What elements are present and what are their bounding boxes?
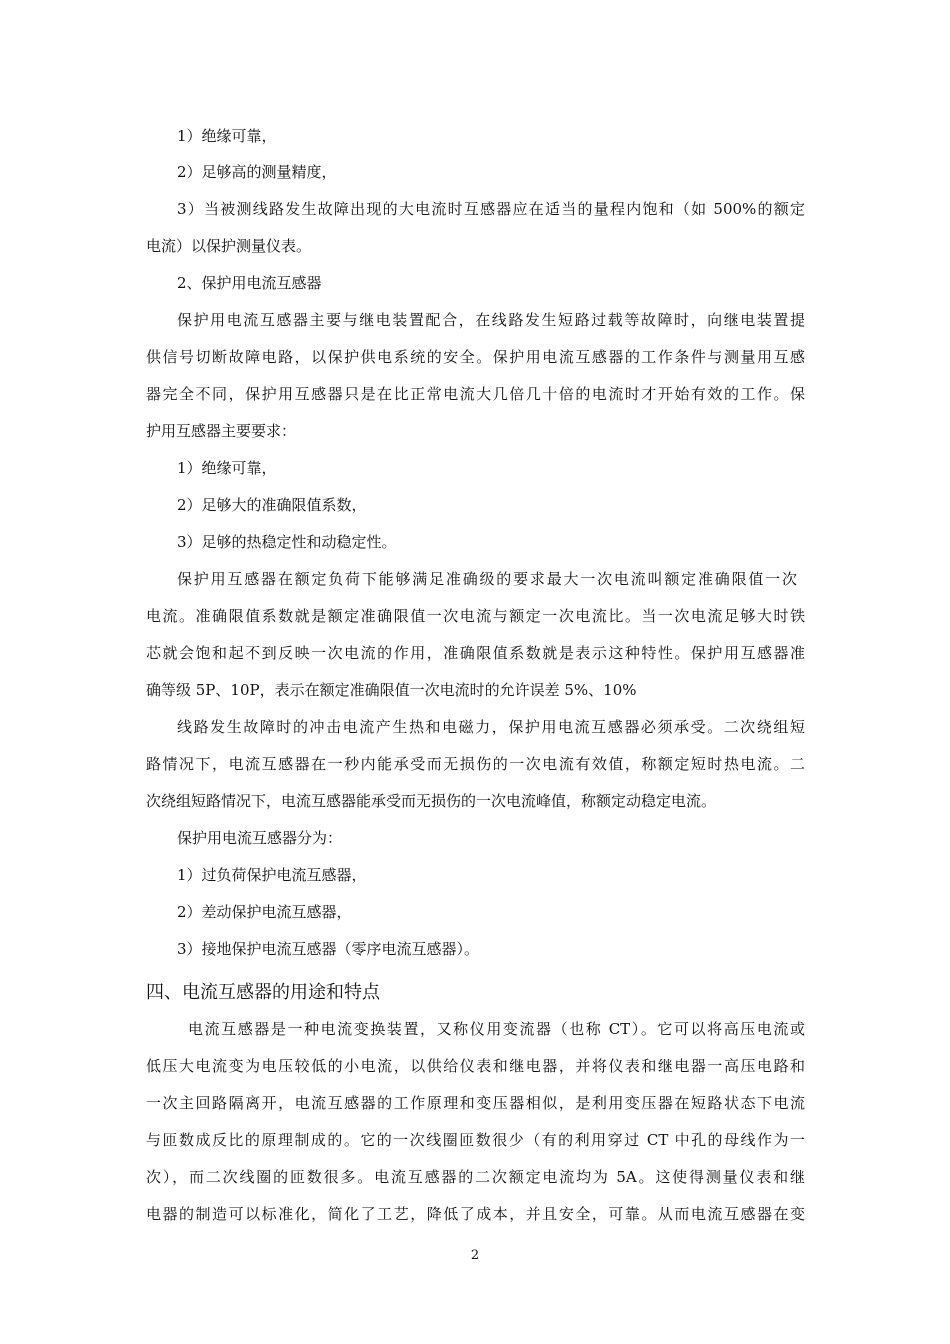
section-subheading: 2、保护用电流互感器 bbox=[177, 274, 322, 292]
list-item: 3）接地保护电流互感器（零序电流互感器）。 bbox=[177, 940, 480, 958]
paragraph-line: 电流互感器是一种电流变换装置，又称仪用变流器（也称 CT）。它可以将高压电流或 bbox=[188, 1020, 805, 1038]
paragraph-line: 次绕组短路情况下，电流互感器能承受而无损伤的一次电流峰值，称额定动稳定电流。 bbox=[146, 792, 717, 810]
paragraph-line: 3）当被测线路发生故障出现的大电流时互感器应在适当的量程内饱和（如 500%的额定 bbox=[177, 200, 805, 218]
list-item: 1）绝缘可靠， bbox=[177, 459, 277, 477]
paragraph-line: 保护用电流互感器主要与继电装置配合，在线路发生短路过载等故障时，向继电装置提 bbox=[177, 311, 805, 329]
paragraph-line: 与匝数成反比的原理制成的。它的一次线圈匝数很少（有的利用穿过 CT 中孔的母线作为一 bbox=[146, 1131, 805, 1149]
paragraph-line: 电流）以保护测量仪表。 bbox=[146, 237, 312, 255]
page-number: 2 bbox=[470, 1248, 480, 1263]
paragraph-line: 路情况下，电流互感器在一秒内能承受而无损伤的一次电流有效值，称额定短时热电流。二 bbox=[146, 755, 805, 773]
paragraph-line: 线路发生故障时的冲击电流产生热和电磁力，保护用电流互感器必须承受。二次绕组短 bbox=[177, 718, 805, 736]
list-item: 2）差动保护电流互感器， bbox=[177, 903, 352, 921]
list-item: 2）足够高的测量精度， bbox=[177, 163, 337, 181]
paragraph-line: 护用互感器主要要求： bbox=[146, 422, 297, 440]
list-item: 3）足够的热稳定性和动稳定性。 bbox=[177, 533, 397, 551]
paragraph-line: 次），而二次线圈的匝数很多。电流互感器的二次额定电流均为 5A。这使得测量仪表和继 bbox=[146, 1168, 805, 1186]
list-item: 1）绝缘可靠， bbox=[177, 127, 277, 145]
paragraph-line: 器完全不同，保护用互感器只是在比正常电流大几倍几十倍的电流时才开始有效的工作。保 bbox=[146, 385, 805, 403]
paragraph-line: 保护用互感器在额定负荷下能够满足准确级的要求最大一次电流叫额定准确限值一次 bbox=[177, 570, 797, 588]
paragraph-line: 供信号切断故障电路，以保护供电系统的安全。保护用电流互感器的工作条件与测量用互感 bbox=[146, 348, 805, 366]
paragraph-line: 保护用电流互感器分为： bbox=[177, 829, 343, 847]
section-heading: 四、电流互感器的用途和特点 bbox=[146, 982, 380, 1003]
list-item: 2）足够大的准确限值系数， bbox=[177, 496, 367, 514]
paragraph-line: 一次主回路隔离开，电流互感器的工作原理和变压器相似，是利用变压器在短路状态下电流 bbox=[146, 1094, 805, 1112]
list-item: 1）过负荷保护电流互感器， bbox=[177, 866, 367, 884]
paragraph-line: 电流。准确限值系数就是额定准确限值一次电流与额定一次电流比。当一次电流足够大时铁 bbox=[146, 607, 805, 625]
paragraph-line: 电器的制造可以标准化，简化了工艺，降低了成本，并且安全，可靠。从而电流互感器在变 bbox=[146, 1205, 805, 1223]
paragraph-line: 芯就会饱和起不到反映一次电流的作用，准确限值系数就是表示这种特性。保护用互感器准 bbox=[146, 644, 805, 662]
paragraph-line: 确等级 5P、10P，表示在额定准确限值一次电流时的允许误差 5%、10% bbox=[146, 681, 637, 699]
paragraph-line: 低压大电流变为电压较低的小电流，以供给仪表和继电器，并将仪表和继电器一高压电路和 bbox=[146, 1057, 805, 1075]
